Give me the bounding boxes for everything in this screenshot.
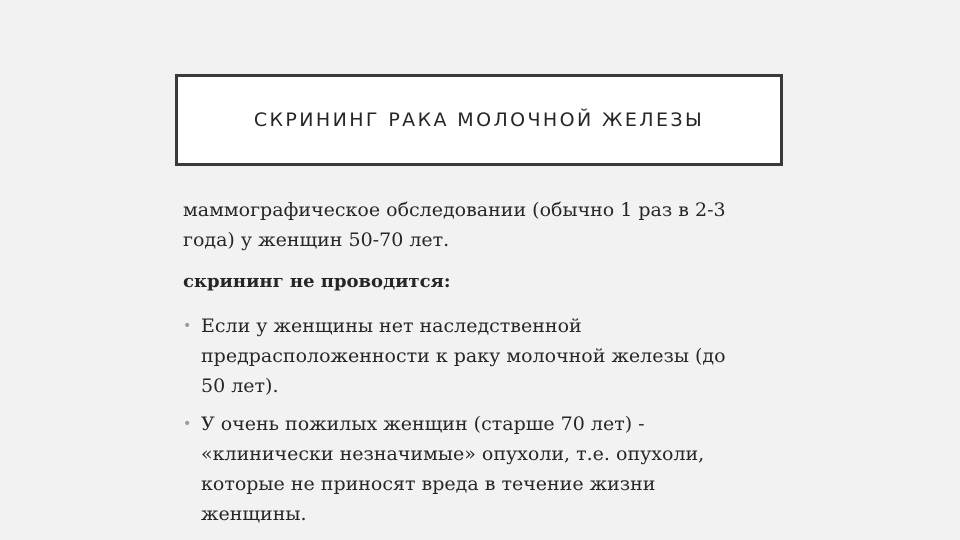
slide-title: СКРИНИНГ РАКА МОЛОЧНОЙ ЖЕЛЕЗЫ xyxy=(253,109,705,131)
bullet-line: предрасположенности к раку молочной железы (до xyxy=(201,345,726,367)
bullet-item xyxy=(183,409,783,529)
bullet-line: женщины. xyxy=(201,503,307,525)
bullet-line: У очень пожилых женщин (старше 70 лет) - xyxy=(201,413,645,435)
intro-paragraph xyxy=(183,195,783,255)
bullet-line: 50 лет). xyxy=(201,375,279,397)
bullet-item xyxy=(183,311,783,401)
bullet-icon: • xyxy=(183,416,192,432)
intro-line: маммографическое обследовании (обычно 1 раз в 2-3 xyxy=(183,199,726,221)
bullet-icon: • xyxy=(183,318,192,334)
bullet-list xyxy=(183,311,783,529)
bullet-line: «клинически незначимые» опухоли, т.е. опухоли, xyxy=(201,443,705,465)
intro-line: года) у женщин 50-70 лет. xyxy=(183,229,450,251)
bullet-line: Если у женщины нет наследственной xyxy=(201,315,582,337)
title-box xyxy=(175,74,783,166)
subheading: скрининг не проводится: xyxy=(183,271,451,292)
slide-content xyxy=(183,195,783,537)
bullet-line: которые не приносят вреда в течение жизни xyxy=(201,473,656,495)
